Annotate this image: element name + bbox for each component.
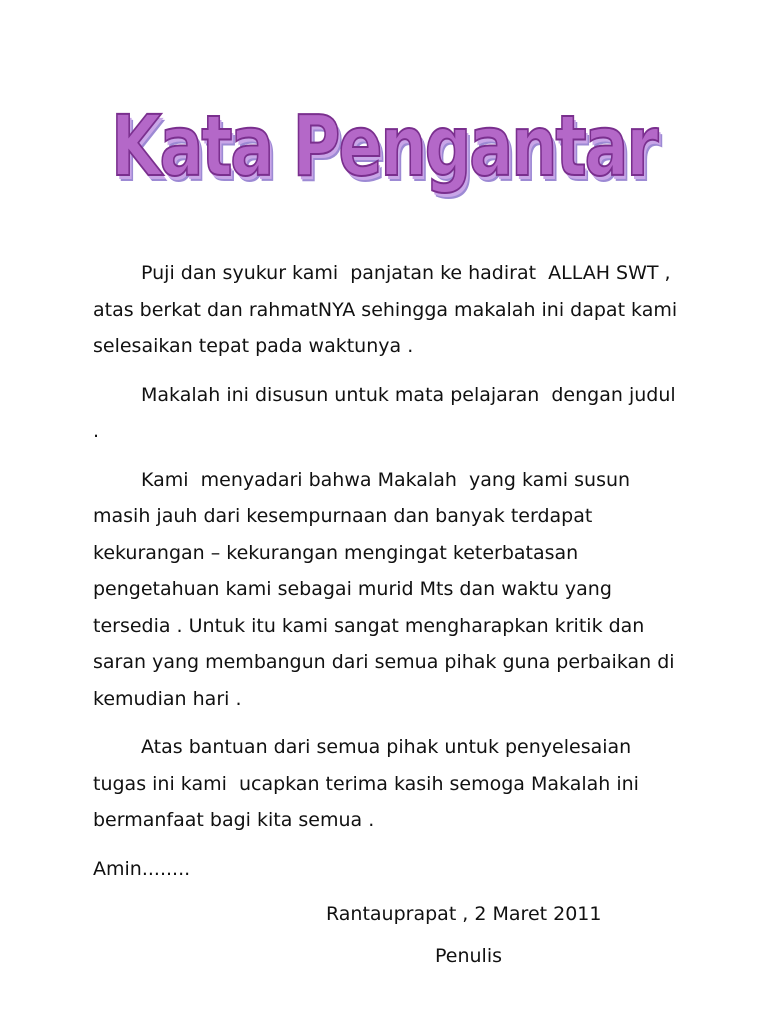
document-title: Kata Pengantar	[111, 97, 657, 195]
writer-label: Penulis	[435, 945, 503, 967]
paragraph-4: Atas bantuan dari semua pihak untuk penyelesaian tugas ini kami ucapkan terima kasih semoga Makalah ini bermanfaat bagi kita semua .	[93, 736, 645, 831]
place-date: Rantauprapat , 2 Maret 2011	[326, 903, 602, 925]
closing-text: Amin........	[93, 857, 191, 880]
paragraph-3: Kami menyadari bahwa Makalah yang kami susun masih jauh dari kesempurnaan dan banyak terdapat kekurangan – kekurangan mengingat keterbatasan pengetahuan kami sebagai murid Mts dan waktu yang tersedia . Untuk itu kami sangat mengharapkan kritik dan saran yang membangun dari semua pihak guna perbaikan di kemudian hari .	[93, 468, 681, 710]
paragraph-1: Puji dan syukur kami panjatan ke hadirat ALLAH SWT , atas berkat dan rahmatNYA sehingga makalah ini dapat kami selesaikan tepat pada waktunya .	[93, 262, 684, 357]
paragraph-2: Makalah ini disusun untuk mata pelajaran dengan judul .	[93, 383, 712, 442]
title-container	[0, 97, 768, 195]
document-body	[93, 255, 712, 899]
